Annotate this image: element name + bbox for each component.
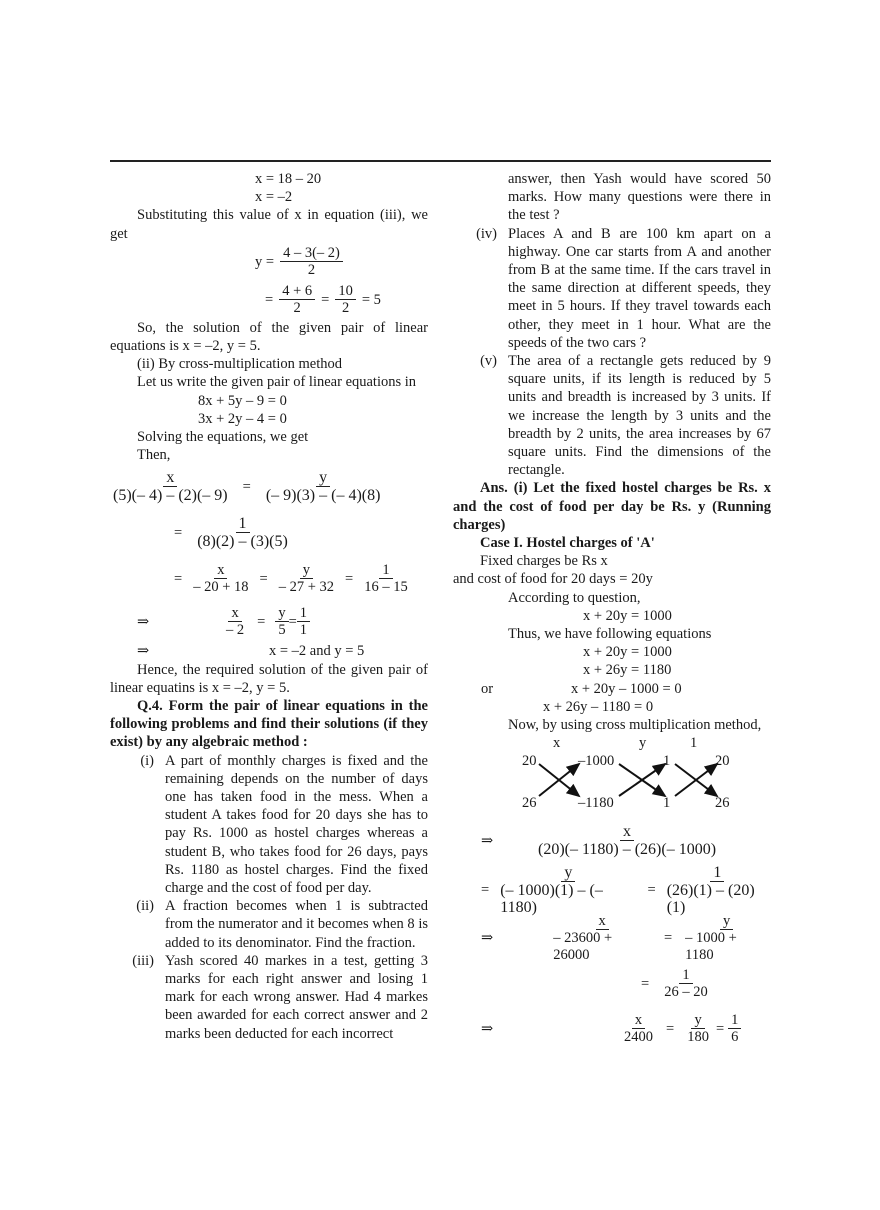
cost-text: and cost of food for 20 days = 20y [453,571,653,588]
according-text: According to question, [508,589,641,606]
eq-q1: x + 20y = 1000 [583,607,672,624]
eq-1: 8x + 5y – 9 = 0 [198,392,287,409]
then-text: Then, [137,447,171,464]
right-column [453,170,771,1051]
cross-arrows [453,734,771,814]
top-20: 20 [522,753,537,770]
eq-q3: x + 26y = 1180 [583,662,672,679]
cross-eq-2: = $\frac{1}{(8)(2) - (3)(5)}$ [174,515,288,551]
solving-text: Solving the equations, we get [137,428,309,445]
solve-eq-4: = $\frac{1}{26 - 20}$ [641,967,708,1001]
eq-2: 3x + 2y – 4 = 0 [198,410,287,427]
solve-eq-5: ⇒ $\frac{x}{2400}$ = $\frac{y}{180}$ = $\frac{1}{6}$ [453,1007,771,1051]
bottom-26-right: 26 [715,795,730,812]
now-text: Now, by using cross multiplication method, [508,716,762,733]
item-iii-continued: answer, then Yash would have scored 50 marks. How many questions were there in the test ? [508,171,771,224]
eq-y-2: = $\frac{4 + 6}{2}$ = $\frac{10}{2}$ = 5 [265,282,381,316]
cross-eq-3: = $\frac{x}{- 20 + 18}$ = $\frac{y}{- 27 + 32}$ = $\frac{1}{16 - 15}$ [174,562,408,596]
header-rule [110,160,771,162]
substituting-text: Substituting this value of x in equation (iii), we get [110,207,428,242]
question-item-ii: (ii) A fraction becomes when 1 is subtracted from the numerator and it becomes when 8 is added to its denominator. Find the fraction. [136,898,428,951]
left-column [110,170,428,1043]
cross-eq-1: $\frac{x}{(5)(- 4) - (2)(- 9)}$ = $\frac{y}{(- 9)(3) - (- 4)(8)}$ [113,469,381,505]
header-1: 1 [690,735,698,752]
question-item-i: (i) A part of monthly charges is fixed and the remaining depends on the number of days one has taken food in the mess. When a student A takes food for 20 days she has to pay Rs. 1000 as hostel charges whereas a student B, who takes food for 26 days, pays Rs. 1180 as hostel charges. Find the fixed charge and the cost of food per day. [140,752,428,896]
bottom-minus1180: –1180 [578,795,614,812]
bottom-26: 26 [522,795,537,812]
solution-text: So, the solution of the given pair of linear equations is x = –2, y = 5. [110,319,428,354]
bottom-1: 1 [663,795,671,812]
question-item-iii: (iii) Yash scored 40 markes in a test, getting 3 marks for each right answer and losing 1 mark for each wrong answer. Had 4 markes been awarded for each correct answer and 2 marks been deducted for each incorrect [132,952,428,1042]
cross-multiplication-diagram [453,734,771,812]
solve-eq-1: ⇒ $\frac{x}{(20)(- 1180) - (26)(- 1000)}$ [481,823,717,859]
eq-x-1: x = 18 – 20 [255,171,322,187]
result-line: ⇒ x = –2 and y = 5 [137,643,365,660]
question-4: Q.4. Form the pair of linear equations in the following problems and find their solutions (if they exist) by any algebraic method : [110,697,428,751]
header-y: y [639,735,647,752]
eq-q2: x + 20y = 1000 [583,644,672,661]
top-minus1000: –1000 [578,753,615,770]
question-item-iv: (iv) Places A and B are 100 km apart on a highway. One car starts from A and another from B at the same time. If the cars travel in the same direction at different speeds, they meet in 5 hours. If they travel towards each other, they meet in 1 hour. What are the speeds of the two cars ? [476,225,771,351]
top-20-right: 20 [715,753,730,770]
thus-text: Thus, we have following equations [508,626,712,642]
solve-eq-3: ⇒ $\frac{x}{- 23600 + 26000}$ = $\frac{y}{- 1000 + 1180}$ [481,912,737,963]
eq-x-2: x = –2 [255,189,293,206]
eq-q5: x + 26y – 1180 = 0 [543,698,654,715]
letus-text: Let us write the given pair of linear equations in [137,374,417,391]
eq-q4-row: or x + 20y – 1000 = 0 [481,680,682,697]
method-heading: (ii) By cross-multiplication method [137,356,342,373]
case-heading: Case I. Hostel charges of 'A' [480,535,655,552]
answer-heading: Ans. (i) Let the fixed hostel charges be Rs. x and the cost of food per day be Rs. y (Running charges) [453,480,771,533]
top-1: 1 [663,753,671,770]
eq-y-1: y = $\frac{4 - 3(- 2)}{2}$ [110,243,428,281]
cross-eq-4: ⇒ $\frac{x}{- 2}$ = $\frac{y}{5}$ = $\frac{1}{1}$ [110,602,428,642]
hence-text: Hence, the required solution of the given pair of linear equatins is x = –2, y = 5. [110,661,428,696]
solve-eq-2: = $\frac{y}{(- 1000)(1) - (- 1180)}$ = $\frac{1}{(26)(1) - (20)(1)}$ [481,863,755,916]
question-item-v: (v) The area of a rectangle gets reduced by 9 square units, if its length is reduced by 5 units and breadth is increased by 3 units. If we increase the length by 3 units and the breadth by 2 units, the area increases by 67 square units. Find the dimensions of the rectangle. [480,353,771,479]
header-x: x [553,735,561,752]
fixed-text: Fixed charges be Rs x [480,553,608,570]
